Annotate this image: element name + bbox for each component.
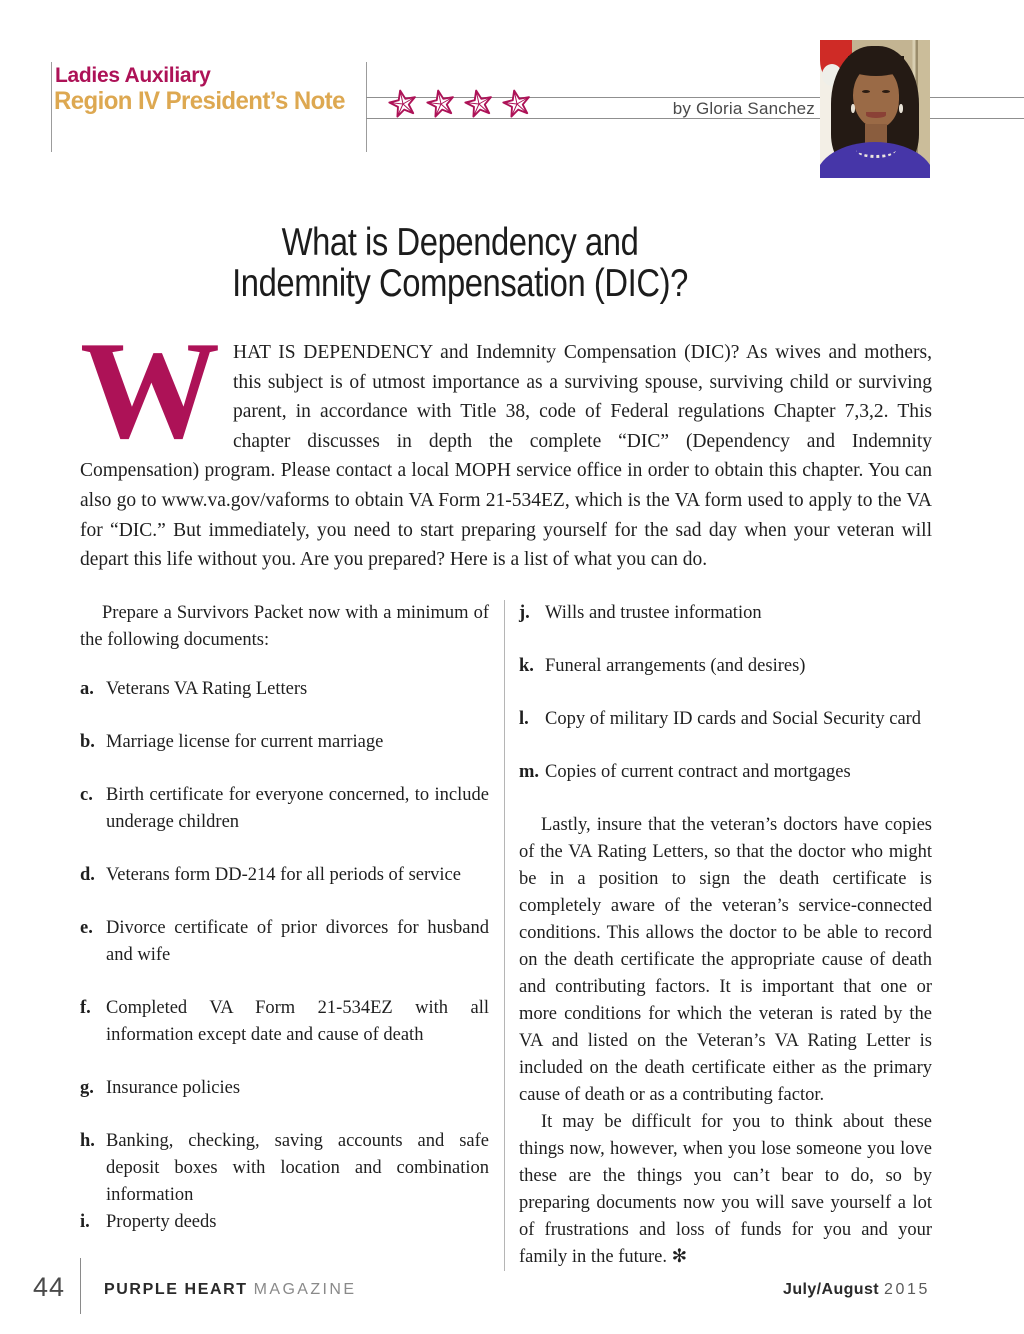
- list-item: [80, 995, 489, 1049]
- list-item: [519, 759, 932, 786]
- item-text: Funeral arrangements (and desires): [545, 656, 806, 676]
- item-label: e.: [80, 918, 93, 938]
- photo-bangs: [848, 56, 904, 76]
- item-text: Veterans VA Rating Letters: [106, 679, 308, 699]
- item-label: l.: [519, 709, 529, 729]
- section-title: Region IV President’s Note: [54, 87, 345, 115]
- left-column: [80, 600, 505, 1271]
- item-label: i.: [80, 1212, 90, 1232]
- item-label: f.: [80, 998, 91, 1018]
- list-item: [80, 782, 489, 836]
- star-icon: [499, 86, 535, 122]
- star-divider: [388, 89, 532, 119]
- item-label: b.: [80, 732, 95, 752]
- list-item: [80, 915, 489, 969]
- item-text: Copy of military ID cards and Social Security card: [545, 709, 922, 729]
- footer-magazine-light: MAGAZINE: [253, 1281, 357, 1298]
- item-label: j.: [519, 603, 530, 623]
- article-title-line2: Indemnity Compensation (DIC)?: [232, 262, 688, 305]
- item-text: Birth certificate for everyone concerned, to include underage children: [106, 785, 489, 832]
- page-number: 44: [33, 1272, 66, 1302]
- item-label: m.: [519, 762, 540, 782]
- item-text: Marriage license for current marriage: [106, 732, 384, 752]
- list-item: [519, 706, 932, 733]
- item-text: Copies of current contract and mortgages: [545, 762, 851, 782]
- star-icon: [423, 86, 459, 122]
- photo-earring: [851, 104, 855, 113]
- list-item: [519, 600, 932, 627]
- list-item: [80, 1209, 489, 1236]
- article-title-line1: What is Dependency and: [281, 221, 639, 264]
- author-photo: [820, 40, 930, 178]
- item-label: k.: [519, 656, 534, 676]
- list-item: [80, 729, 489, 756]
- item-text: Completed VA Form 21-534EZ with all information except date and cause of death: [106, 998, 489, 1045]
- right-column: [505, 600, 932, 1271]
- list-item: [80, 862, 489, 889]
- article-title: [0, 222, 920, 304]
- item-label: d.: [80, 865, 95, 885]
- closing-paragraph: It may be difficult for you to think about these things now, however, when you lose someone you love these are the things you can’t bear to do, so by preparing documents now you will save yourself a lot of frustrations and loss of funds for you and your family in the future. ✻: [519, 1112, 932, 1267]
- footer-magazine-title: [104, 1281, 356, 1299]
- star-icon: [385, 86, 421, 122]
- footer-rule: [80, 1258, 81, 1314]
- item-label: g.: [80, 1078, 94, 1098]
- footer-issue: [783, 1281, 930, 1299]
- item-text: Wills and trustee information: [545, 603, 762, 623]
- photo-eye: [882, 90, 890, 93]
- document-list-columns: [80, 600, 932, 1271]
- closing-paragraph: Lastly, insure that the veteran’s doctors have copies of the VA Rating Letters, so that the doctor who might be in a position to sign the death certificate is completely aware of the veteran’s service-connected conditions. This allows the doctor to be able to record on the death certificate the appropriate cause of death and contributing factors. It is important that one or more conditions for which the veteran is rated by the VA and listed on the Veteran’s VA Rating Letter is included on the death certificate either as the primary cause of death or as a contributing factor.: [519, 815, 932, 1105]
- item-text: Divorce certificate of prior divorces for husband and wife: [106, 918, 489, 965]
- section-kicker: Ladies Auxiliary: [55, 64, 211, 87]
- photo-earring: [899, 104, 903, 113]
- intro-text: HAT IS DEPENDENCY and Indemnity Compensation (DIC)? As wives and mothers, this subject is of utmost importance as a surviving spouse, surviving child or surviving parent, in accordance with Title 38, code of Federal regulations Chapter 7,3,2. This chapter discusses in depth the complete “DIC” (Dependency and Indemnity Compensation) program. Please contact a local MOPH service office in order to obtain this chapter. You can also go to www.va.gov/vaforms to obtain VA Form 21-534EZ, which is the VA form used to apply to the VA for “DIC.” But immediately, you need to start preparing yourself for the sad day when your veteran will depart this life without you. Are you prepared? Here is a list of what you can do.: [80, 342, 932, 571]
- list-item: [80, 1075, 489, 1102]
- drop-cap: W: [80, 313, 220, 468]
- footer-issue-year: 2015: [884, 1281, 930, 1298]
- photo-mouth: [866, 112, 886, 118]
- list-item: [519, 653, 932, 680]
- footer-issue-bold: July/August: [783, 1281, 879, 1298]
- list-intro: Prepare a Survivors Packet now with a minimum of the following documents:: [80, 603, 489, 650]
- item-label: c.: [80, 785, 93, 805]
- intro-paragraph: [80, 313, 932, 575]
- item-text: Insurance policies: [106, 1078, 241, 1098]
- item-text: Property deeds: [106, 1212, 217, 1232]
- item-label: a.: [80, 679, 94, 699]
- item-label: h.: [80, 1131, 95, 1151]
- item-text: Veterans form DD-214 for all periods of service: [106, 865, 461, 885]
- item-text: Banking, checking, saving accounts and safe deposit boxes with location and combination information: [106, 1131, 489, 1205]
- list-item: [80, 1128, 489, 1209]
- footer-magazine-bold: PURPLE HEART: [104, 1281, 248, 1298]
- photo-eye: [862, 90, 870, 93]
- header-left-rule: [51, 62, 52, 152]
- photo-necklace: [856, 142, 896, 158]
- header-mid-rule: [366, 62, 367, 152]
- list-item: [80, 676, 489, 703]
- byline: by Gloria Sanchez: [672, 99, 815, 118]
- star-icon: [461, 86, 497, 122]
